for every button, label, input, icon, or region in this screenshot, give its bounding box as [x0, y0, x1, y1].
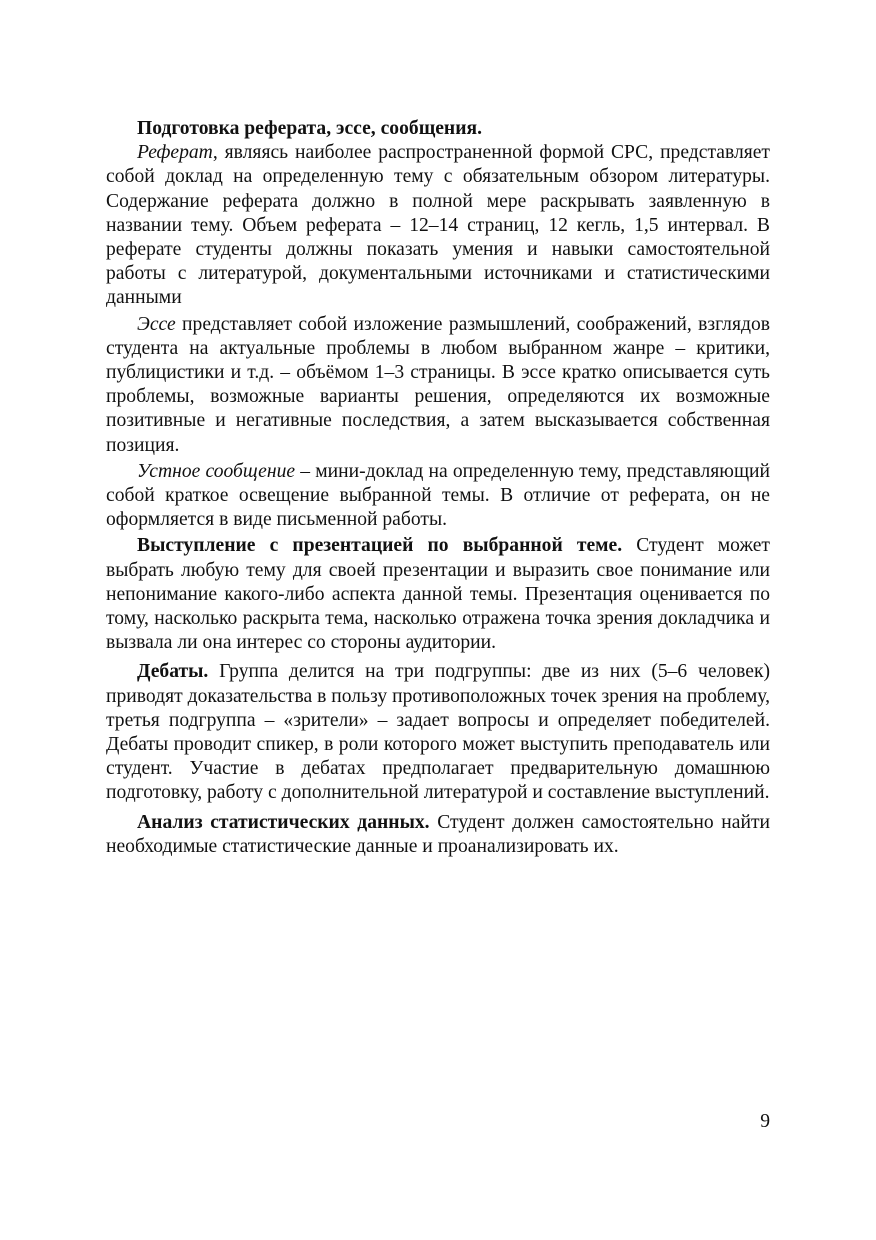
term-referat: Реферат [137, 142, 213, 164]
paragraph-esse [106, 313, 770, 458]
paragraph-presentation [106, 534, 770, 655]
text-statistics: Студент должен самостоятельно найти необходимые статистические данные и проанализировать их. [106, 811, 770, 857]
text-esse: представляет собой изложение размышлений, соображений, взглядов студента на актуальные проблемы в любом выбранном жанре – критики, публицистики и т.д. – объёмом 1–3 страницы. В эссе кратко описывается суть проблемы, возможные варианты решения, определяются их возможные позитивные и негативные последствия, а затем высказывается собственная позиция. [106, 313, 770, 456]
paragraph-debates [106, 660, 770, 805]
paragraph-referat [106, 141, 770, 310]
term-presentation: Выступление с презентацией по выбранной теме. [137, 535, 623, 557]
text-oral-report: – мини-доклад на определенную тему, представляющий собой краткое освещение выбранной темы. В отличие от реферата, он не оформляется в виде письменной работы. [106, 460, 771, 531]
page-number: 9 [760, 1111, 770, 1132]
page-body [106, 117, 770, 859]
paragraph-oral-report [106, 460, 770, 533]
paragraph-statistics [106, 811, 770, 859]
term-statistics: Анализ статистических данных. [137, 811, 430, 833]
text-presentation: Студент может выбрать любую тему для своей презентации и выразить свое понимание или непонимание какого-либо аспекта данной темы. Презентация оценивается по тому, насколько раскрыта тема, насколько отражена точка зрения докладчика и вызвала ли она интерес со стороны аудитории. [106, 535, 770, 654]
text-debates: Группа делится на три подгруппы: две из них (5–6 человек) приводят доказательства в пользу противоположных точек зрения на проблему, третья подгруппа – «зрители» – задает вопросы и определяет победителей. Дебаты проводит спикер, в роли которого может выступить преподаватель или студент. Участие в дебатах предполагает предварительную домашнюю подготовку, работу с дополнительной литературой и составление выступлений. [106, 661, 770, 804]
text-referat: , являясь наиболее распространенной формой СРС, представляет собой доклад на определенную тему с обязательным обзором литературы. Содержание реферата должно в полной мере раскрывать заявленную в названии тему. Объем реферата – 12–14 страниц, 12 кегль, 1,5 интервал. В реферате студенты должны показать умения и навыки самостоятельной работы с литературой, документальными источниками и статистическими данными [106, 142, 770, 309]
term-esse: Эссе [137, 313, 176, 335]
section-heading: Подготовка реферата, эссе, сообщения. [137, 118, 483, 139]
term-oral-report: Устное сообщение [137, 460, 296, 482]
term-debates: Дебаты. [137, 661, 209, 683]
